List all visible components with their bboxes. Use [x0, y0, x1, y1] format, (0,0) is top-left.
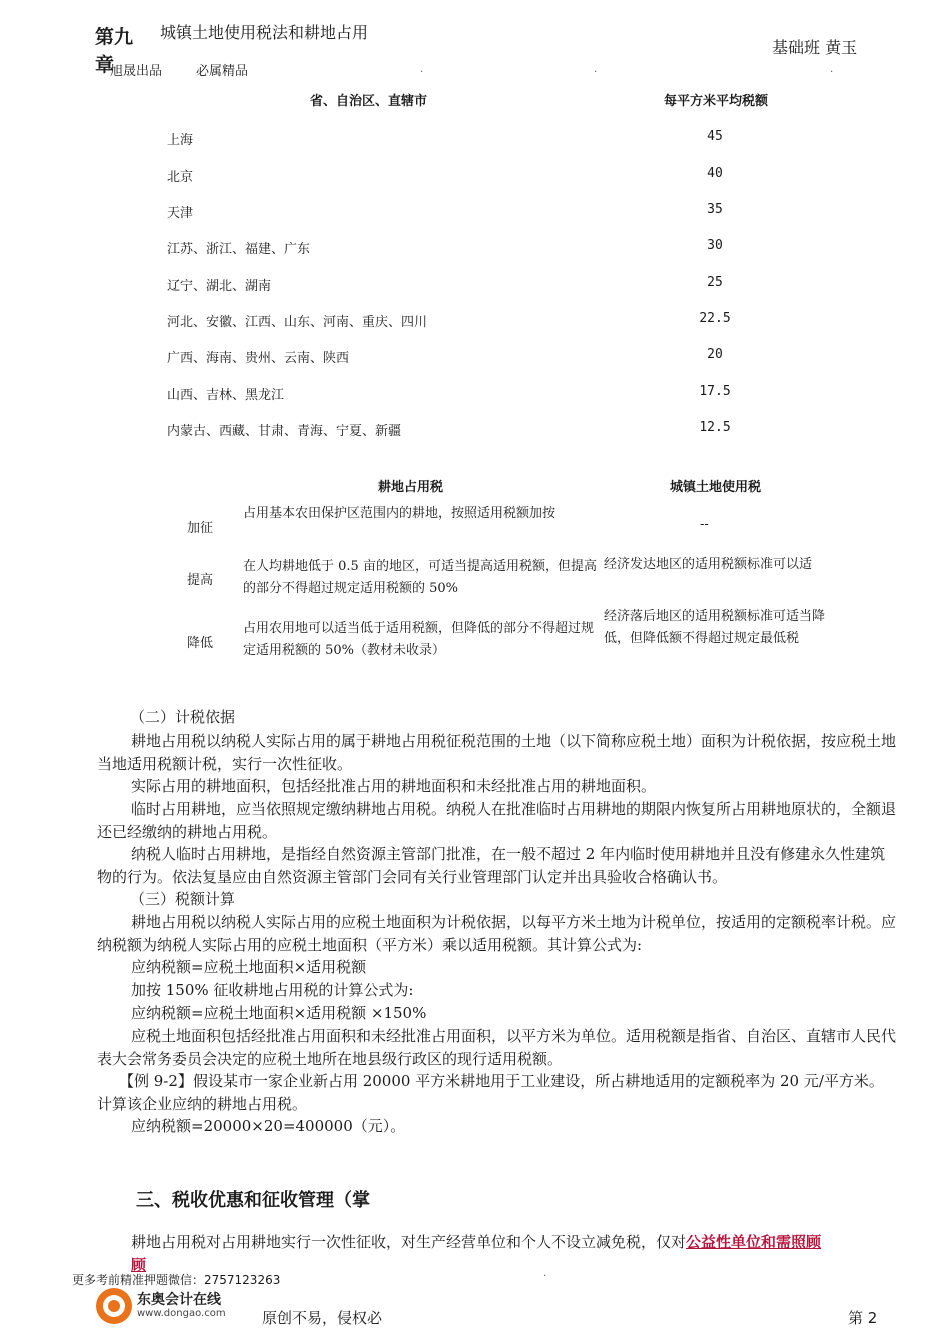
course-label: 基础班 黄玉 — [772, 38, 858, 57]
rate-row-value: 40 — [707, 166, 723, 181]
paragraph-text: 耕地占用税对占用耕地实行一次性征收，对生产经营单位和个人不设立减免税，仅对 — [131, 1233, 687, 1251]
paragraph: 实际占用的耕地面积，包括经批准占用的耕地面积和未经批准占用的耕地面积。 — [131, 777, 657, 795]
paragraph: 临时占用耕地，应当依照规定缴纳耕地占用税。纳税人在批准临时占用耕地的期限内恢复所占用耕地原状的，全额退还已经缴纳的耕地占用税。 — [97, 800, 897, 841]
rate-row-region: 辽宁、湖北、湖南 — [167, 279, 272, 294]
rate-row-region: 上海 — [167, 133, 194, 148]
compare-row-label: 提高 — [187, 573, 214, 588]
rate-row-region: 河北、安徽、江西、山东、河南、重庆、四川 — [167, 315, 428, 330]
dongao-logo-icon — [94, 1286, 134, 1326]
formula: 应纳税额=20000×20=400000（元）。 — [131, 1117, 406, 1135]
paragraph: 应税土地面积包括经批准占用面积和未经批准占用面积，以平方米为单位。适用税额是指省、自治区、直辖市人民代表大会常务委员会决定的应税土地所在地县级行政区的现行适用税额。 — [97, 1027, 897, 1068]
header-dot-1: . — [420, 64, 424, 75]
paragraph: 纳税人临时占用耕地，是指经自然资源主管部门批准，在一般不超过 2 年内临时使用耕地并且没有修建永久性建筑物的行为。依法复垦应由自然资源主管部门会同有关行业管理部门认定并出具验收合格确认书。 — [97, 845, 886, 886]
paragraph: 耕地占用税以纳税人实际占用的应税土地面积为计税依据，以每平方米土地为计税单位，按适用的定额税率计税。应纳税额为纳税人实际占用的应税土地面积（平方米）乘以适用税额。其计算公式为: — [97, 913, 897, 954]
rate-row-region: 内蒙古、西藏、甘肃、青海、宁夏、新疆 — [167, 424, 402, 439]
rate-row-region: 天津 — [167, 206, 194, 221]
highlight-continuation: 顾 — [131, 1256, 147, 1274]
paragraph: 耕地占用税以纳税人实际占用的属于耕地占用税征税范围的土地（以下简称应税土地）面积为计税依据，按应税土地当地适用税额计税，实行一次性征收。 — [97, 732, 897, 773]
paragraph: 加按 150% 征收耕地占用税的计算公式为: — [131, 981, 414, 999]
example-paragraph — [97, 1070, 897, 1115]
rate-row-region: 江苏、浙江、福建、广东 — [167, 242, 311, 257]
compare-row-farmland: 在人均耕地低于 0.5 亩的地区，可适当提高适用税额，但提高的部分不得超过规定适用税额的 50% — [243, 559, 597, 596]
footer-copyright: 原创不易，侵权必 — [262, 1309, 383, 1327]
footer-logo-url: www.dongao.com — [137, 1308, 226, 1319]
compare-row-farmland: 占用基本农田保护区范围内的耕地，按照适用税额加按 — [243, 506, 556, 521]
rate-row-value: 45 — [707, 129, 723, 144]
chapter-prefix: 第九 — [95, 26, 134, 48]
compare-row-urban: 经济落后地区的适用税额标准可适当降低，但降低额不得超过规定最低税 — [604, 609, 826, 646]
compare-row-farmland: 占用农用地可以适当低于适用税额，但降低的部分不得超过规定适用税额的 50%（教材未收录） — [243, 621, 595, 658]
example-label: 【例 9-2】 — [119, 1072, 193, 1090]
rate-row-value: 30 — [707, 238, 723, 253]
rate-table-header-region: 省、自治区、直辖市 — [310, 94, 428, 109]
rate-table-header-rate: 每平方米平均税额 — [664, 94, 769, 109]
rate-row-region: 山西、吉林、黑龙江 — [167, 388, 285, 403]
rate-row-region: 广西、海南、贵州、云南、陕西 — [167, 351, 350, 366]
example-text: 假设某市一家企业新占用 20000 平方米耕地用于工业建设，所占耕地适用的定额税率为 20 元/平方米。计算该企业应纳的耕地占用税。 — [97, 1072, 884, 1113]
rate-row-value: 17.5 — [699, 384, 731, 399]
chapter-title: 城镇土地使用税法和耕地占用 — [160, 23, 369, 42]
footer-dot: . — [543, 1268, 547, 1279]
section-heading-incentives: 三、税收优惠和征收管理（掌 — [136, 1190, 370, 1211]
rate-row-value: 22.5 — [699, 311, 731, 326]
formula: 应纳税额=应税土地面积×适用税额 — [131, 958, 367, 976]
section-heading-basis: （二）计税依据 — [130, 708, 236, 726]
compare-row-label: 加征 — [187, 521, 214, 536]
header-dot-3: . — [830, 64, 834, 75]
rate-row-value: 35 — [707, 202, 723, 217]
brand-right: 必属精品 — [196, 64, 249, 79]
footer-wechat: 更多考前精准押题微信：2757123263 — [72, 1273, 281, 1287]
compare-header-farmland: 耕地占用税 — [378, 480, 444, 495]
compare-row-urban: 经济发达地区的适用税额标准可以适 — [604, 557, 813, 572]
footer-logo-name: 东奥会计在线 — [137, 1292, 221, 1308]
rate-row-region: 北京 — [167, 170, 194, 185]
header-dot-2: . — [594, 64, 598, 75]
formula: 应纳税额=应税土地面积×适用税额 ×150% — [131, 1004, 427, 1022]
rate-row-value: 12.5 — [699, 420, 731, 435]
chapter-suffix: 章 — [95, 54, 115, 76]
section-heading-calc: （三）税额计算 — [130, 890, 236, 908]
compare-row-urban: -- — [700, 517, 709, 532]
compare-header-urban: 城镇土地使用税 — [670, 480, 762, 495]
compare-row-label: 降低 — [187, 636, 214, 651]
footer-page-number: 第 2 — [848, 1309, 878, 1327]
paragraph — [131, 1231, 821, 1254]
highlight-link[interactable]: 公益性单位和需照顾 — [686, 1233, 822, 1251]
rate-row-value: 25 — [707, 275, 723, 290]
brand-left: 旭晟出品 — [110, 64, 163, 79]
rate-row-value: 20 — [707, 347, 723, 362]
